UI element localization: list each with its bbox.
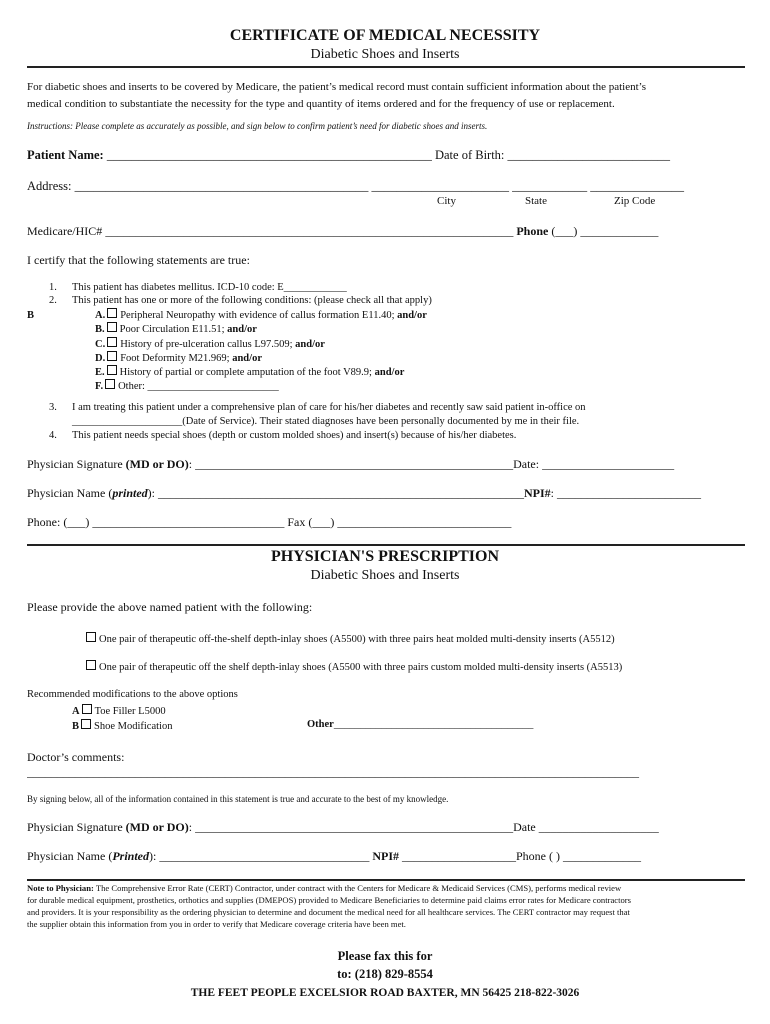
- checkbox-icon[interactable]: [86, 632, 96, 642]
- checkbox-icon[interactable]: [105, 379, 115, 389]
- checkbox-icon[interactable]: [82, 704, 92, 714]
- comments-label: Doctor’s comments:: [27, 750, 125, 764]
- footer-address: THE FEET PEOPLE EXCELSIOR ROAD BAXTER, MN 56425 218-822-3026: [190, 987, 580, 999]
- checkbox-icon[interactable]: [107, 337, 117, 347]
- checkbox-icon[interactable]: [107, 308, 117, 318]
- name-field[interactable]: _____________________________________________________________: [158, 486, 524, 500]
- checkbox-icon[interactable]: [107, 322, 117, 332]
- item-2-text: This patient has one or more of the following conditions: (please check all that apply): [72, 295, 432, 306]
- address-label: Address:: [27, 179, 75, 193]
- checkbox-icon[interactable]: [81, 719, 91, 729]
- cert-subtitle: Diabetic Shoes and Inserts: [310, 47, 460, 62]
- condition-f[interactable]: F. Other: _________________________: [95, 381, 279, 393]
- divider: [27, 66, 745, 68]
- provide-text: Please provide the above named patient with the following:: [27, 600, 313, 614]
- cert-signature-row[interactable]: Physician Signature (MD or DO): _____________________________________________________Date: ______________________: [27, 457, 675, 471]
- item-4-number: 4.: [49, 430, 57, 441]
- medicare-label: Medicare/HIC#: [27, 224, 106, 238]
- city-label: City: [437, 195, 456, 207]
- note-to-physician: Note to Physician: The Comprehensive Error Rate (CERT) Contractor, under contract with the Centers for Medicare & Medicaid Services (CMS), performs medical review for durable medical equipment, prosthetics, orthotics and supplies (DMEPOS) provided to Medicare Beneficiaries to determine paid claims error rates for Medicare contractors and providers. It is your responsibility as the ordering physician to determine and document the medical need for all healthcare services. The CERT contractor may request that the supplier obtain this information from you in order to verify that Medicare coverage criteria have been met.: [27, 883, 631, 929]
- signature-field[interactable]: : _____________________________________________________Date ____________________: [188, 820, 659, 834]
- instructions: Instructions: Please complete as accurately as possible, and sign below to confirm patient’s need for diabetic shoes and inserts.: [27, 121, 488, 131]
- condition-d[interactable]: D. Foot Deformity M21.969; and/or: [95, 352, 262, 364]
- name-field[interactable]: ___________________________________: [159, 849, 373, 863]
- address-row[interactable]: [27, 179, 684, 194]
- item-1-number: 1.: [49, 282, 57, 293]
- fax-number: to: (218) 829-8554: [337, 967, 433, 981]
- rx-title: PHYSICIAN'S PRESCRIPTION: [270, 548, 500, 565]
- dob-label: Date of Birth:: [431, 148, 508, 162]
- zip-label: Zip Code: [614, 195, 656, 207]
- option-a5513[interactable]: One pair of therapeutic off the shelf depth-inlay shoes (A5500 with three pairs custom molded multi-density inserts (A5513): [84, 660, 622, 673]
- item-3-number: 3.: [49, 402, 57, 413]
- item-2-number: 2.: [49, 295, 57, 306]
- condition-a[interactable]: A. Peripheral Neuropathy with evidence of callus formation E11.40; and/or: [95, 310, 427, 321]
- checkbox-icon[interactable]: [107, 351, 117, 361]
- b-marker: B: [27, 310, 35, 321]
- mod-toe-filler[interactable]: A Toe Filler L5000: [72, 706, 166, 717]
- medicare-row[interactable]: [27, 224, 658, 239]
- checkbox-icon[interactable]: [107, 365, 117, 375]
- medicare-field[interactable]: ____________________________________________________________________: [105, 224, 514, 238]
- condition-b[interactable]: B. Poor Circulation E11.51; and/or: [95, 324, 257, 336]
- signing-text: By signing below, all of the information contained in this statement is true and accurate to the best of my knowledge.: [27, 794, 449, 804]
- patient-name-row[interactable]: [27, 148, 670, 163]
- patient-name-field[interactable]: ____________________________________________________: [106, 148, 432, 162]
- patient-name-label: Patient Name:: [27, 148, 107, 162]
- intro-line-2: medical condition to substantiate the necessity for the type and quantity of items ordered and for the frequency of use or replacement.: [27, 98, 615, 110]
- item-1-text: This patient has diabetes mellitus. ICD-10 code: E____________: [72, 282, 347, 293]
- address-field[interactable]: _______________________________________________ ______________________ ____________ _______________: [74, 179, 684, 193]
- option-a5512[interactable]: One pair of therapeutic off-the-shelf depth-inlay shoes (A5500) with three pairs heat molded multi-density inserts (A5512): [84, 632, 615, 645]
- divider: [27, 544, 745, 546]
- condition-c[interactable]: C. History of pre-ulceration callus L97.509; and/or: [95, 338, 325, 350]
- state-label: State: [525, 195, 547, 207]
- other-row[interactable]: Other______________________________________: [307, 719, 534, 730]
- item-3-text: I am treating this patient under a comprehensive plan of care for his/her diabetes and recently saw said patient in-office on: [72, 402, 586, 413]
- npi-phone-field[interactable]: ___________________Phone ( ) _____________: [399, 849, 641, 863]
- intro-line-1: For diabetic shoes and inserts to be covered by Medicare, the patient’s medical record must contain sufficient information about the patient’s: [27, 81, 646, 93]
- phone-label: Phone: [516, 224, 549, 238]
- conditions-list: [95, 308, 427, 394]
- other-field[interactable]: ______________________________________: [333, 719, 534, 730]
- condition-e[interactable]: E. History of partial or complete amputation of the foot V89.9; and/or: [95, 367, 405, 379]
- certify-text: I certify that the following statements are true:: [27, 253, 250, 267]
- phone-field[interactable]: (___) _____________: [548, 224, 659, 238]
- cert-phone-fax-row[interactable]: Phone: (___) ________________________________ Fax (___) _____________________________: [27, 515, 512, 529]
- dob-field[interactable]: __________________________: [507, 148, 671, 162]
- mods-label: Recommended modifications to the above options: [27, 689, 238, 700]
- mod-shoe-modification[interactable]: B Shoe Modification: [72, 721, 173, 732]
- cert-title: CERTIFICATE OF MEDICAL NECESSITY: [229, 27, 541, 44]
- comments-field[interactable]: ______________________________________________________________________________________________________: [27, 765, 639, 779]
- rx-subtitle: Diabetic Shoes and Inserts: [310, 568, 460, 583]
- item-3-text-2[interactable]: _____________________(Date of Service). Their stated diagnoses have been personally documented by me in their file.: [72, 416, 580, 427]
- rx-signature-row[interactable]: Physician Signature (MD or DO): _____________________________________________________Date ____________________: [27, 820, 659, 834]
- signature-field[interactable]: : _____________________________________________________Date: ______________________: [188, 457, 675, 471]
- npi-field[interactable]: : ________________________: [550, 486, 702, 500]
- rx-name-row[interactable]: Physician Name (Printed): ___________________________________ NPI# ___________________Phone ( ) _____________: [27, 849, 641, 863]
- item-4-text: This patient needs special shoes (depth or custom molded shoes) and insert(s) because of his/her diabetes.: [72, 430, 517, 441]
- cert-name-row[interactable]: Physician Name (printed): _____________________________________________________________NPI#: ________________________: [27, 486, 702, 500]
- fax-line-1: Please fax this for: [337, 949, 433, 963]
- divider: [27, 879, 745, 881]
- checkbox-icon[interactable]: [86, 660, 96, 670]
